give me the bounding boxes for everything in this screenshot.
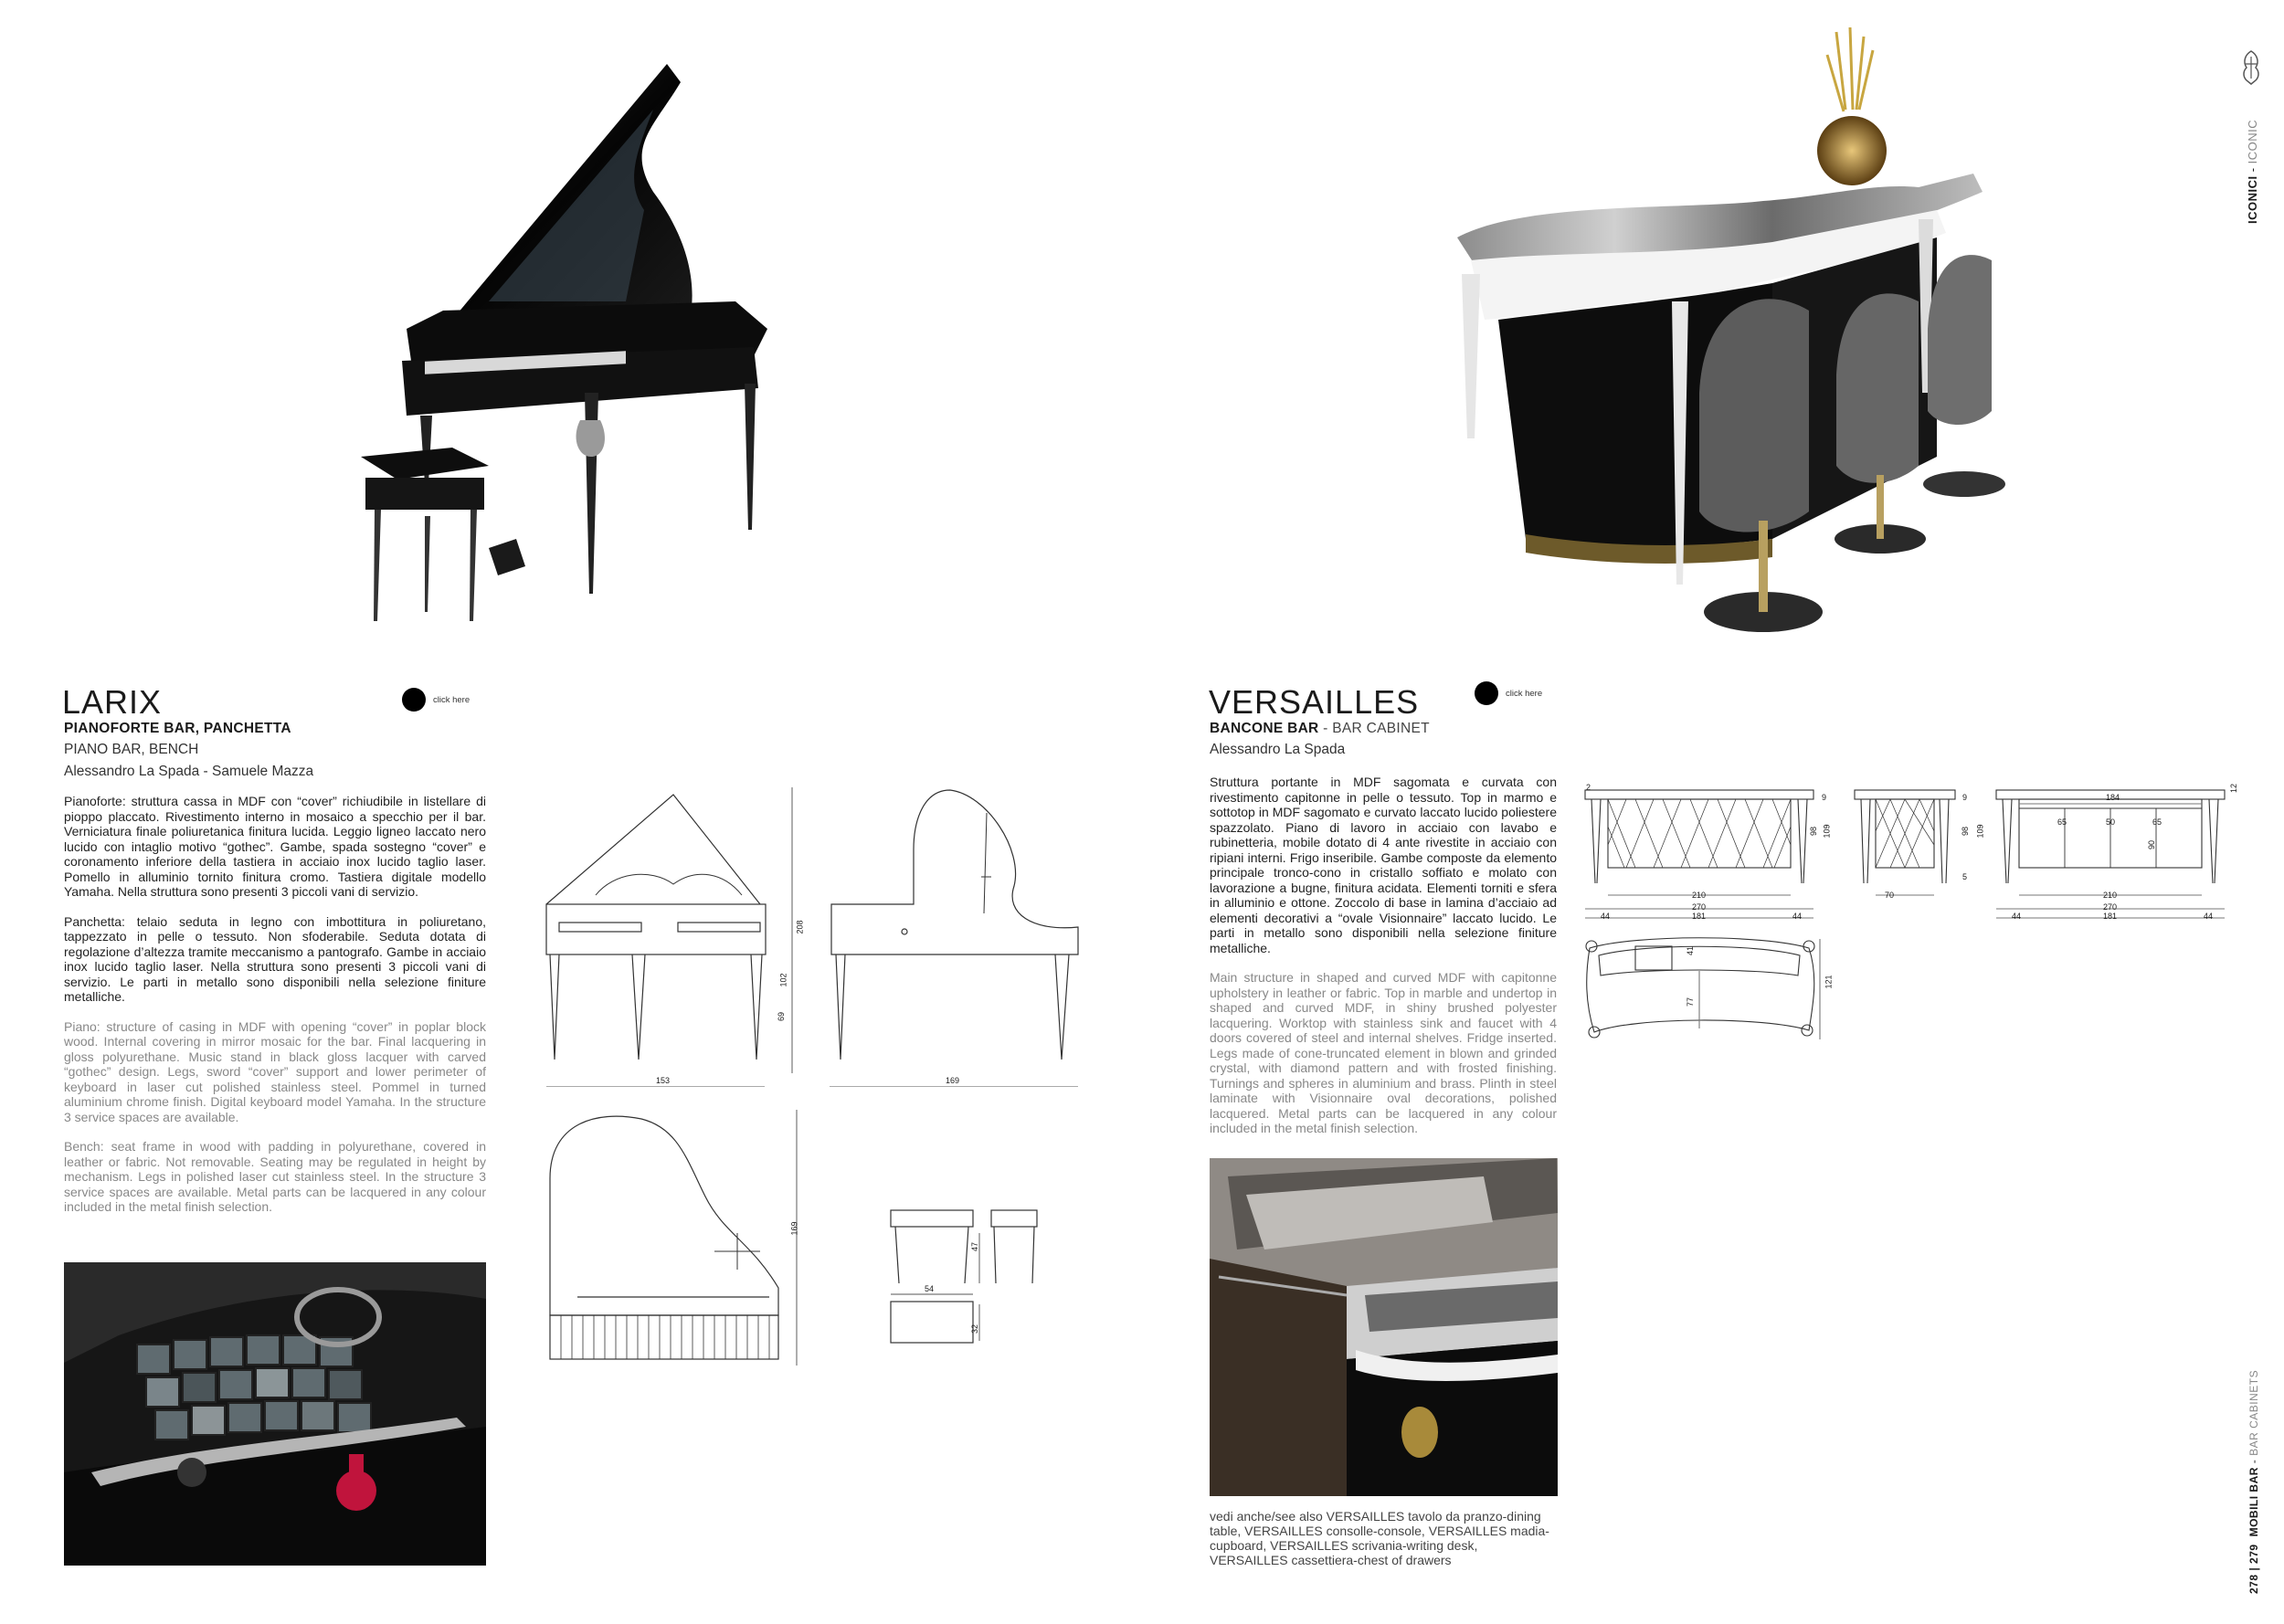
- versailles-dim-back-181: 181: [2103, 912, 2118, 921]
- circle-icon: [1475, 681, 1498, 705]
- circle-icon: [402, 688, 426, 712]
- larix-bench-drawing: [886, 1206, 1051, 1352]
- versailles-detail-photo: [1210, 1158, 1558, 1496]
- versailles-click-label: click here: [1506, 688, 1543, 699]
- larix-dim-bench-width: 54: [925, 1284, 935, 1293]
- versailles-dim-back-12: 12: [2229, 783, 2239, 794]
- larix-desc-piano-it: Pianoforte: struttura cassa in MDF con “cover” richiudibile in listellare di pioppo placcato. Rivestimento interno in mosaico a specchio per il bar. Verniciatura finale poliuretanica finitura lucida. Leggio ligneo laccato nero lucido con intaglio motivo “gothec”. Gambe, spada sostegno “cover” e coronamento inferiore della tastiera in acciaio inox lucido taglio laser. Pomello in alluminio tornito finitura cromo. Tastiera digitale modello Yamaha. Nella struttura sono presenti 3 piccoli vani di servizio.: [64, 794, 486, 899]
- page-number: 278 | 279: [2247, 1544, 2260, 1594]
- versailles-desc-it: Struttura portante in MDF sagomata e curvata con rivestimento capitonne in pelle o tessuto. Top in marmo e sottotop in MDF sagomato e curvato laccato lucido poliestere spazzolato. Piano di lavoro in acciaio con lavabo e rubinetteria, mobile dotato di 4 ante rivestite in acciaio con ripiani interni. Frigo inseribile. Gambe composte da elemento principale tronco-cono in cristallo soffiato e molato con lavorazione a bugne, finitura acidata. Elementi torniti e sfera in alluminio e ottone. Zoccolo di base in lamina d’acciaio ad elementi decorativi a “ovale Visionnaire” laccato lucido. Le parti in metallo sono disponibili nella selezione finiture metalliche.: [1210, 775, 1557, 955]
- versailles-title: VERSAILLES: [1209, 683, 1420, 721]
- versailles-subtitle-it: BANCONE BAR: [1210, 721, 1319, 736]
- versailles-description: [1210, 775, 1557, 1151]
- versailles-dim-back-left-44: 44: [2012, 912, 2022, 921]
- versailles-plan-drawing: [1581, 930, 1827, 1049]
- larix-side-drawing: [822, 786, 1087, 1087]
- larix-description: [64, 794, 486, 1229]
- section-label-top-light: ICONIC: [2246, 119, 2259, 164]
- larix-dim-total-height: 208: [795, 920, 805, 934]
- versailles-dim-plan-121: 121: [1824, 975, 1834, 989]
- versailles-subtitle: [1210, 721, 1430, 737]
- versailles-dim-back-65b: 65: [2152, 817, 2162, 827]
- versailles-dim-plan-41: 41: [1686, 945, 1696, 956]
- larix-subtitle-it: PIANOFORTE BAR, PANCHETTA: [64, 721, 291, 736]
- section-label-top-bold: ICONICI: [2246, 175, 2259, 224]
- section-label-top-sep: -: [2246, 163, 2259, 176]
- larix-dim-bench-height: 47: [970, 1241, 980, 1252]
- section-label-bottom: [2247, 1370, 2260, 1594]
- section-label-top: [2246, 120, 2259, 224]
- larix-desc-bench-en: Bench: seat frame in wood with padding in polyurethane, covered in leather or fabric. Not removable. Seating may be regulated in height by mechanism. Legs in polished laser cut stainless steel. In the structure 3 service spaces are available. Metal parts can be lacquered in any colour included in the metal finish selection.: [64, 1139, 486, 1214]
- larix-click-label: click here: [433, 694, 471, 705]
- versailles-click-here[interactable]: [1475, 681, 1542, 705]
- section-label-bottom-sep: -: [2247, 1455, 2260, 1468]
- larix-dim-body-height: 102: [778, 973, 788, 987]
- versailles-desc-en: Main structure in shaped and curved MDF with capitonne upholstery in leather or fabric. Top in marble and undertop in shaped and curved MDF, in shiny brushed polyester lacquering. Worktop with stainless sink and faucet with 4 doors covered of steel and internal shelves. Fridge inserted. Legs made of cone-truncated element in blown and grinded crystal, with diamond pattern and with frosted finishing. Turnings and spheres in aluminium and brass. Plinth in steel laminate with Visionnaire oval decorations, polished lacquered. Metal parts can be lacquered in any colour included in the metal finish selection.: [1210, 970, 1557, 1135]
- larix-dim-side-width: 169: [946, 1076, 960, 1085]
- versailles-dim-left-44: 44: [1601, 912, 1611, 921]
- versailles-dim-front-w2: 270: [1692, 902, 1707, 912]
- larix-dim-bench-depth: 32: [970, 1323, 980, 1334]
- versailles-dim-side-70: 70: [1885, 891, 1895, 900]
- versailles-dim-side-9: 9: [1962, 793, 1968, 802]
- versailles-dim-inner-181: 181: [1692, 912, 1707, 921]
- versailles-dim-h9: 9: [1822, 793, 1827, 802]
- versailles-dim-h98: 98: [1809, 826, 1819, 837]
- versailles-subtitle-sep: -: [1318, 721, 1333, 736]
- larix-designer: Alessandro La Spada - Samuele Mazza: [64, 764, 314, 779]
- larix-click-here[interactable]: [402, 688, 470, 712]
- larix-title: LARIX: [62, 683, 163, 721]
- versailles-designer: Alessandro La Spada: [1210, 742, 1346, 757]
- larix-desc-bench-it: Panchetta: telaio seduta in legno con imbottitura in poliuretano, tappezzato in pelle o tessuto. Non sfoderabile. Seduta dotata di regolazione d’altezza tramite meccanismo a pantografo. Gambe in acciaio inox lucido taglio laser. Nella struttura sono presenti 3 piccoli vani di servizio. Le parti in metallo sono disponibili nella selezione finiture metalliche.: [64, 913, 486, 1004]
- versailles-dim-plan-77: 77: [1686, 997, 1696, 1007]
- versailles-side-drawing: [1850, 781, 1960, 927]
- logo-icon: [2236, 47, 2267, 86]
- versailles-bar-photo: [1443, 27, 2019, 649]
- versailles-dim-back-right-44: 44: [2204, 912, 2214, 921]
- versailles-dim-back-210: 210: [2103, 891, 2118, 900]
- versailles-dim-back-50: 50: [2106, 817, 2116, 827]
- versailles-dim-back-90: 90: [2147, 839, 2157, 850]
- larix-dim-front-width: 153: [656, 1076, 671, 1085]
- versailles-dim-right-44: 44: [1792, 912, 1803, 921]
- versailles-dim-back-65a: 65: [2057, 817, 2067, 827]
- larix-dim-leg-height: 69: [777, 1011, 787, 1022]
- versailles-dim-side-98: 98: [1961, 826, 1971, 837]
- versailles-dim-back-184: 184: [2106, 793, 2120, 802]
- larix-top-drawing: [541, 1105, 806, 1370]
- larix-desc-piano-en: Piano: structure of casing in MDF with opening “cover” in poplar block wood. Internal covering in mirror mosaic for the bar. Final lacquering in gloss polyurethane. Music stand in black gloss lacquer with carved “gothec” design. Legs, sword “cover” support and lower perimeter of keyboard in laser cut polished stainless steel. Pommel in turned aluminium chrome finish. Digital keyboard model Yamaha. In the structure 3 service spaces are available.: [64, 1018, 486, 1124]
- larix-detail-photo: [64, 1262, 486, 1566]
- versailles-dim-back-270: 270: [2103, 902, 2118, 912]
- versailles-dim-h109: 109: [1822, 824, 1832, 838]
- larix-front-drawing: [541, 786, 815, 1087]
- section-label-bottom-bold: MOBILI BAR: [2247, 1467, 2260, 1537]
- versailles-dim-front-w1: 210: [1692, 891, 1707, 900]
- larix-dim-top-depth: 169: [789, 1221, 799, 1236]
- versailles-see-also: vedi anche/see also VERSAILLES tavolo da pranzo-dining table, VERSAILLES consolle-console, VERSAILLES madia-cupboard, VERSAILLES scrivania-writing desk, VERSAILLES cassettiera-chest of drawers: [1210, 1509, 1549, 1567]
- versailles-subtitle-en: BAR CABINET: [1332, 721, 1430, 736]
- versailles-dim-h2: 2: [1586, 783, 1591, 792]
- versailles-dim-side-109: 109: [1975, 824, 1985, 838]
- section-label-bottom-light: BAR CABINETS: [2247, 1369, 2260, 1456]
- larix-subtitle-en: PIANO BAR, BENCH: [64, 742, 199, 757]
- larix-piano-photo: [352, 55, 781, 639]
- versailles-dim-side-5: 5: [1962, 872, 1968, 881]
